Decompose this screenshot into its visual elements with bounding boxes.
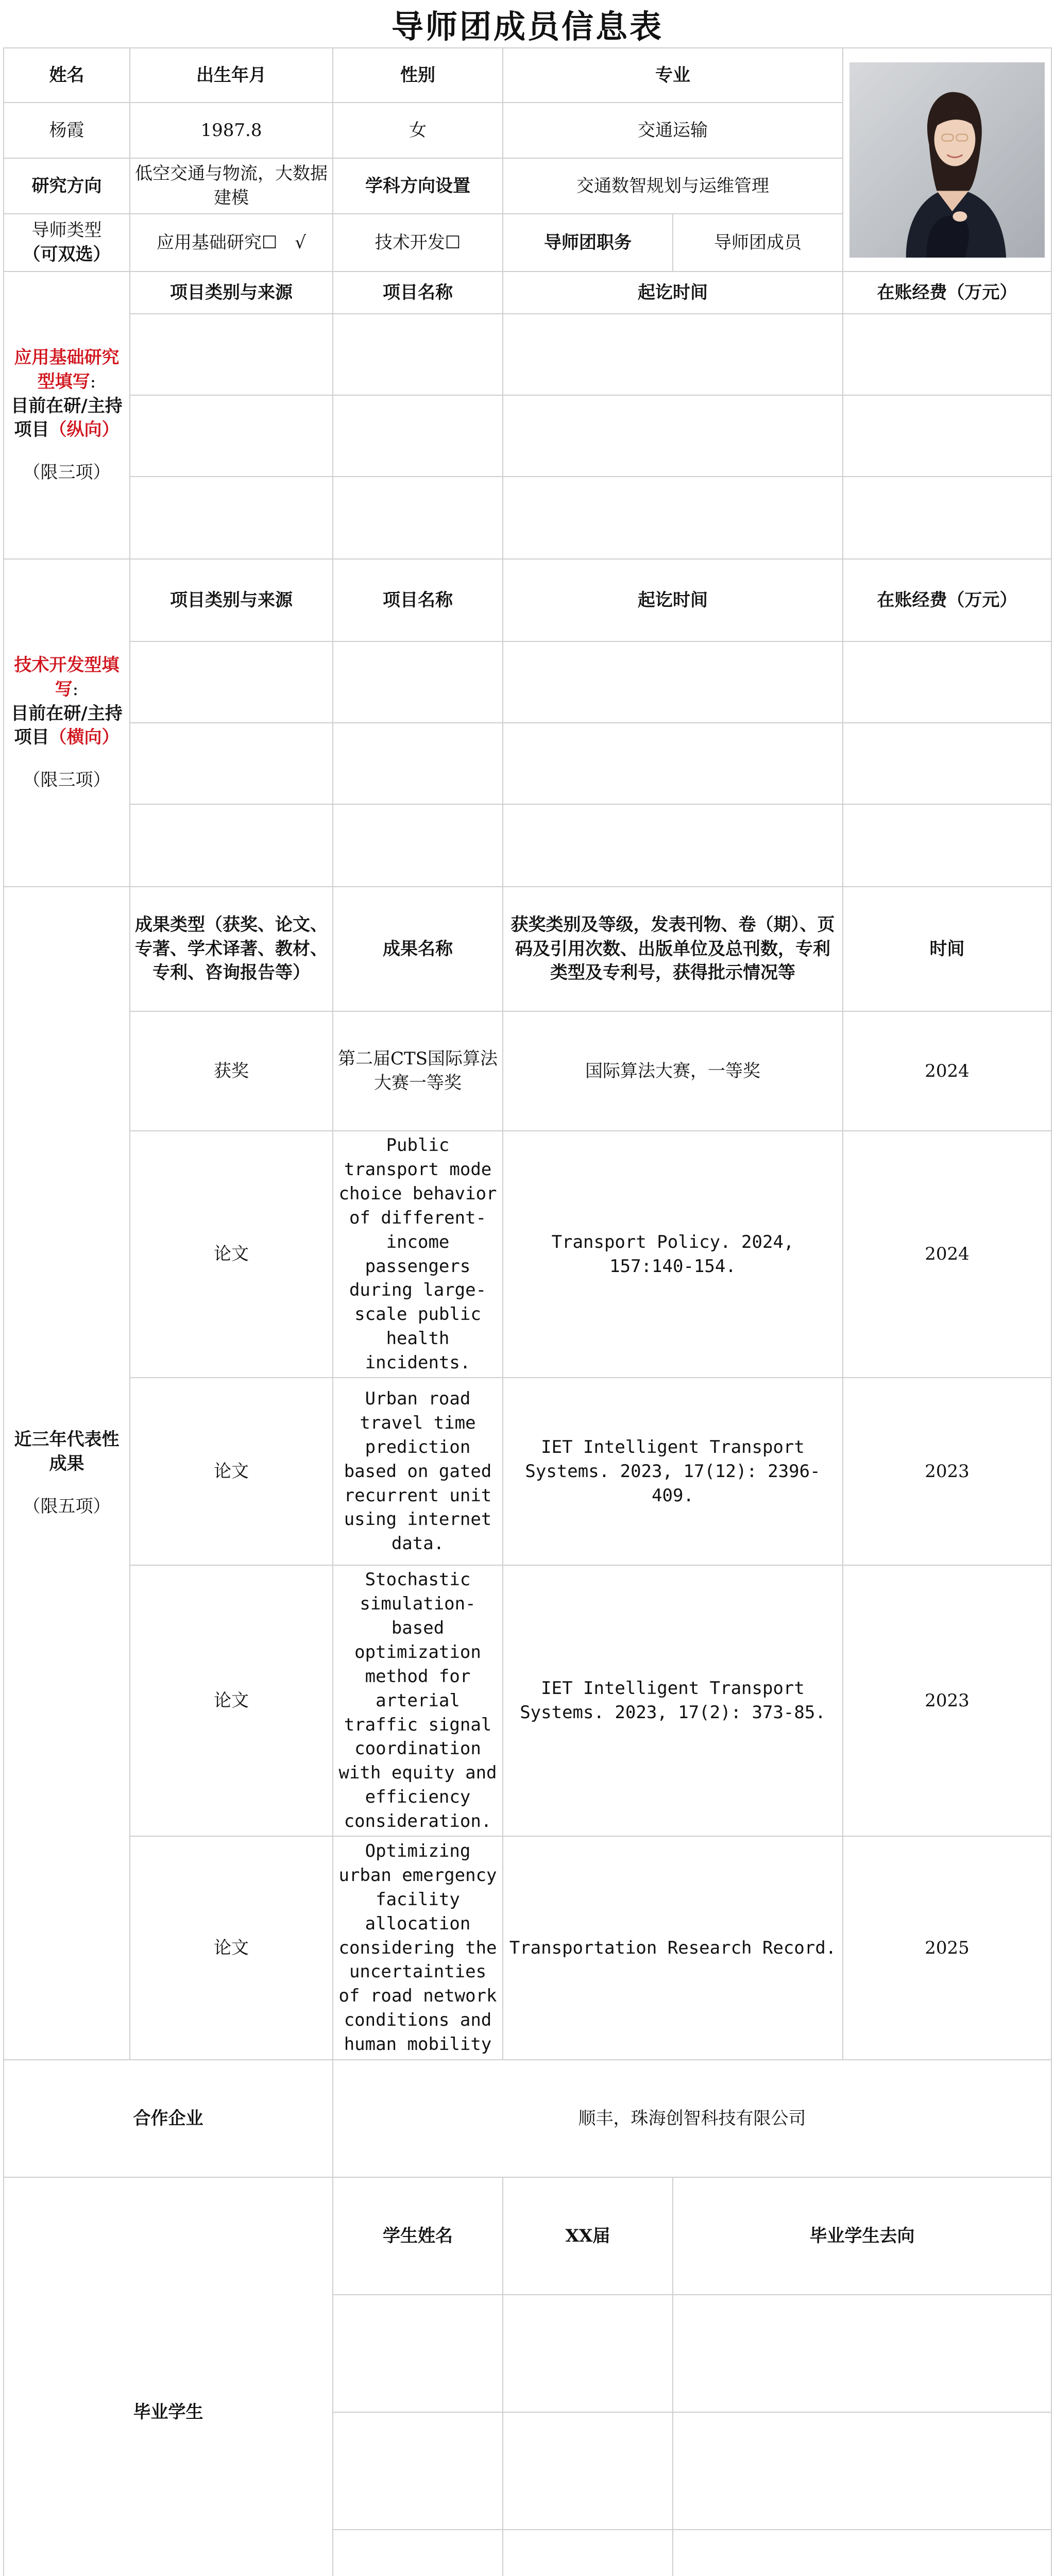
basic-projects-side-label xyxy=(4,272,130,559)
major-label: 专业 xyxy=(503,48,843,103)
gender-value: 女 xyxy=(333,103,503,158)
achievements-limit: （限五项） xyxy=(23,1496,111,1517)
direction-label: 研究方向 xyxy=(4,158,130,214)
basic-project-row xyxy=(4,314,1051,395)
tech-project-funds-cell[interactable] xyxy=(843,804,1051,887)
basic-project-name-cell[interactable] xyxy=(333,314,503,395)
graduates-label: 毕业学生 xyxy=(4,2177,333,2576)
birth-label: 出生年月 xyxy=(130,48,333,103)
achievement-row xyxy=(4,1131,1051,1378)
achievements-header-year: 时间 xyxy=(843,887,1051,1011)
mentor-type-label xyxy=(4,214,130,272)
basic-project-name-cell[interactable] xyxy=(333,395,503,477)
achievement-type: 论文 xyxy=(130,1378,333,1565)
mentor-type-tech-option[interactable]: 技术开发☐ xyxy=(333,214,503,272)
graduate-destination-cell[interactable] xyxy=(673,2412,1051,2530)
basic-projects-vertical-label: （纵向） xyxy=(49,419,120,440)
discipline-value: 交通数智规划与运维管理 xyxy=(503,158,843,214)
name-value: 杨霞 xyxy=(4,103,130,158)
name-label: 姓名 xyxy=(4,48,130,103)
graduates-header-destination: 毕业学生去向 xyxy=(673,2177,1051,2295)
enterprise-label: 合作企业 xyxy=(4,2060,333,2177)
tech-project-source-cell[interactable] xyxy=(130,641,333,723)
basic-projects-type-label: 应用基础研究型填写 xyxy=(14,347,120,392)
achievements-header-detail: 获奖类别及等级，发表刊物、卷（期）、页码及引用次数、出版单位及总刊数，专利类型及专利号，获得批示情况等 xyxy=(503,887,843,1011)
add-row-hint[interactable] xyxy=(333,2530,503,2576)
basic-project-source-cell[interactable] xyxy=(130,314,333,395)
tech-projects-ongoing-label: 目前在研/主持项目 xyxy=(11,703,123,748)
tech-project-period-cell[interactable] xyxy=(503,723,843,804)
basic-project-name-cell[interactable] xyxy=(333,477,503,559)
basic-projects-header-name: 项目名称 xyxy=(333,272,503,314)
achievement-row xyxy=(4,1836,1051,2060)
achievement-year: 2023 xyxy=(843,1565,1051,1836)
achievement-name: Urban road travel time prediction based on gated recurrent unit using internet data. xyxy=(333,1378,503,1565)
discipline-label: 学科方向设置 xyxy=(333,158,503,214)
tech-project-row xyxy=(4,641,1051,723)
tech-project-row xyxy=(4,723,1051,804)
graduate-name-cell[interactable] xyxy=(333,2412,503,2530)
basic-project-source-cell[interactable] xyxy=(130,395,333,477)
achievements-header-type: 成果类型（获奖、论文、专著、学术译著、教材、专利、咨询报告等） xyxy=(130,887,333,1011)
tech-projects-header-source: 项目类别与来源 xyxy=(130,559,333,641)
tech-projects-header-name: 项目名称 xyxy=(333,559,503,641)
basic-projects-colon: : xyxy=(90,371,96,392)
basic-project-row xyxy=(4,395,1051,477)
achievement-detail: Transportation Research Record. xyxy=(503,1836,843,2060)
graduates-header-class: XX届 xyxy=(503,2177,673,2295)
basic-projects-header-source: 项目类别与来源 xyxy=(130,272,333,314)
tech-project-period-cell[interactable] xyxy=(503,804,843,887)
enterprise-row xyxy=(4,2060,1051,2177)
achievement-year: 2024 xyxy=(843,1011,1051,1131)
graduate-class-cell[interactable] xyxy=(503,2530,673,2576)
achievement-type: 论文 xyxy=(130,1131,333,1378)
mentor-type-label-line2: （可双选） xyxy=(23,244,111,265)
tech-project-period-cell[interactable] xyxy=(503,641,843,723)
basic-project-funds-cell[interactable] xyxy=(843,314,1051,395)
basic-project-source-cell[interactable] xyxy=(130,477,333,559)
graduate-destination-cell[interactable] xyxy=(673,2530,1051,2576)
achievements-side-label xyxy=(4,887,130,2060)
gender-label: 性别 xyxy=(333,48,503,103)
tech-project-name-cell[interactable] xyxy=(333,723,503,804)
graduate-class-cell[interactable] xyxy=(503,2295,673,2412)
achievement-row xyxy=(4,1565,1051,1836)
achievements-title: 近三年代表性成果 xyxy=(14,1429,120,1475)
graduates-header-row xyxy=(4,2177,1051,2295)
basic-project-row xyxy=(4,477,1051,559)
achievement-year: 2025 xyxy=(843,1836,1051,2060)
basic-projects-limit: （限三项） xyxy=(23,462,111,483)
portrait-photo-image xyxy=(849,62,1045,258)
achievement-row xyxy=(4,1011,1051,1131)
tech-projects-side-label xyxy=(4,559,130,887)
tech-projects-header-period: 起讫时间 xyxy=(503,559,843,641)
basic-project-funds-cell[interactable] xyxy=(843,395,1051,477)
tech-project-name-cell[interactable] xyxy=(333,641,503,723)
achievements-header-name: 成果名称 xyxy=(333,887,503,1011)
basic-info-header-row xyxy=(4,48,1051,103)
role-value: 导师团成员 xyxy=(673,214,843,272)
photo-cell xyxy=(843,48,1051,272)
achievement-year: 2023 xyxy=(843,1378,1051,1565)
info-form-table xyxy=(3,47,1052,2576)
tech-project-source-cell[interactable] xyxy=(130,804,333,887)
tech-projects-header-funds: 在账经费（万元） xyxy=(843,559,1051,641)
achievement-name: Public transport mode choice behavior of different-income passengers during large-scale public health incidents. xyxy=(333,1131,503,1378)
basic-projects-header-period: 起讫时间 xyxy=(503,272,843,314)
achievement-type: 论文 xyxy=(130,1836,333,2060)
achievement-year: 2024 xyxy=(843,1131,1051,1378)
basic-project-period-cell[interactable] xyxy=(503,395,843,477)
mentor-type-label-line1: 导师类型 xyxy=(31,220,102,241)
basic-project-period-cell[interactable] xyxy=(503,314,843,395)
graduates-header-name: 学生姓名 xyxy=(333,2177,503,2295)
tech-project-row xyxy=(4,804,1051,887)
achievements-header-row xyxy=(4,887,1051,1011)
enterprise-value: 顺丰，珠海创智科技有限公司 xyxy=(333,2060,1051,2177)
basic-projects-header-row xyxy=(4,272,1051,314)
achievement-detail: IET Intelligent Transport Systems. 2023, 17(12): 2396-409. xyxy=(503,1378,843,1565)
basic-project-funds-cell[interactable] xyxy=(843,477,1051,559)
tech-projects-colon: : xyxy=(72,679,79,700)
document-title: 导师团成员信息表 xyxy=(391,7,663,45)
graduate-name-cell[interactable] xyxy=(333,2295,503,2412)
tech-projects-horizontal-label: （横向） xyxy=(49,727,120,748)
achievement-row xyxy=(4,1378,1051,1565)
tech-projects-header-row xyxy=(4,559,1051,641)
graduate-class-cell[interactable] xyxy=(503,2412,673,2530)
tech-project-funds-cell[interactable] xyxy=(843,641,1051,723)
basic-project-period-cell[interactable] xyxy=(503,477,843,559)
basic-projects-header-funds: 在账经费（万元） xyxy=(843,272,1051,314)
basic-projects-ongoing-label: 目前在研/主持项目 xyxy=(11,395,123,440)
portrait-photo xyxy=(849,62,1045,258)
tech-project-source-cell[interactable] xyxy=(130,723,333,804)
achievement-type: 获奖 xyxy=(130,1011,333,1131)
major-value: 交通运输 xyxy=(503,103,843,158)
tech-project-funds-cell[interactable] xyxy=(843,723,1051,804)
graduate-destination-cell[interactable] xyxy=(673,2295,1051,2412)
achievement-detail: 国际算法大赛，一等奖 xyxy=(503,1011,843,1131)
direction-value: 低空交通与物流，大数据建模 xyxy=(130,158,333,214)
achievement-detail: IET Intelligent Transport Systems. 2023, 17(2): 373-85. xyxy=(503,1565,843,1836)
achievement-name: Stochastic simulation-based optimization method for arterial traffic signal coordination with equity and efficiency consideration. xyxy=(333,1565,503,1836)
tech-projects-type-label: 技术开发型填写 xyxy=(14,654,120,700)
achievement-name: 第二届CTS国际算法大赛一等奖 xyxy=(333,1011,503,1131)
achievement-detail: Transport Policy. 2024, 157:140-154. xyxy=(503,1131,843,1378)
birth-value: 1987.8 xyxy=(130,103,333,158)
achievement-name: Optimizing urban emergency facility allocation considering the uncertainties of road network conditions and human mobility xyxy=(333,1836,503,2060)
mentor-type-basic-option[interactable]: 应用基础研究☐ √ xyxy=(130,214,333,272)
tech-projects-limit: （限三项） xyxy=(23,770,111,791)
tech-project-name-cell[interactable] xyxy=(333,804,503,887)
role-label: 导师团职务 xyxy=(503,214,673,272)
achievement-type: 论文 xyxy=(130,1565,333,1836)
